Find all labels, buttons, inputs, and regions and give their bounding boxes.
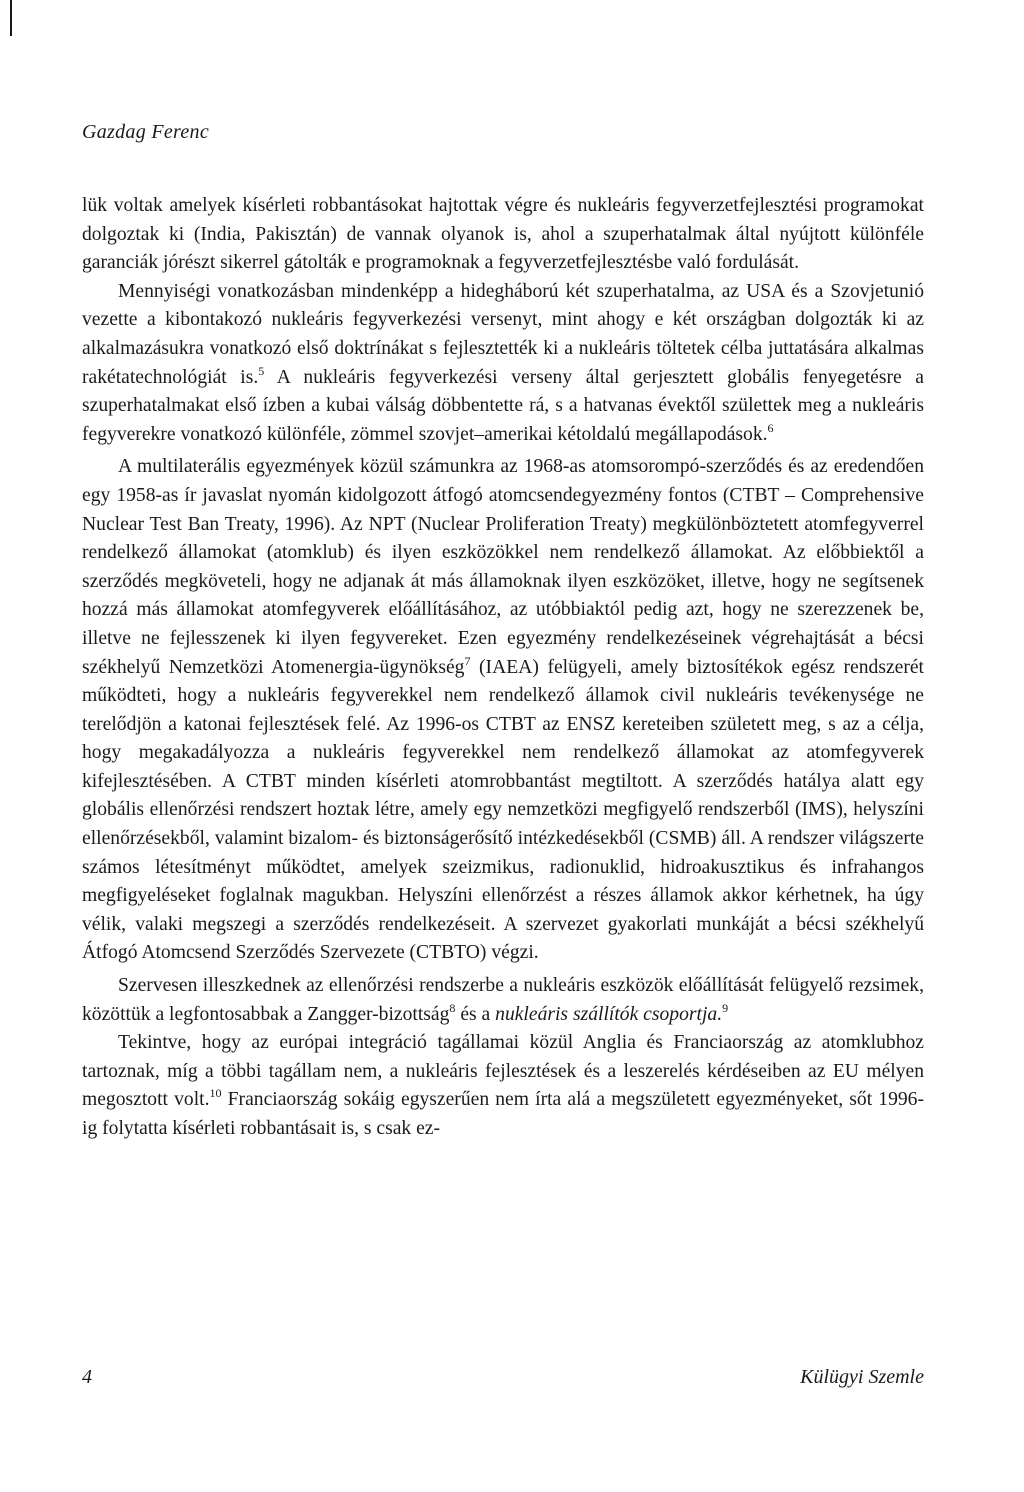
paragraph-4-text-a: Szervesen illeszkednek az ellenőrzési rendszerbe a nukleáris eszközök előállítását felügyelő rezsimek, közöttük a legfontosabbak a Zangger-bizottság <box>82 975 924 1025</box>
footnote-ref-10[interactable]: 10 <box>209 1086 222 1101</box>
footnote-ref-7[interactable]: 7 <box>464 653 471 668</box>
footnote-ref-6[interactable]: 6 <box>767 420 774 435</box>
paragraph-3-text-b: (IAEA) felügyeli, amely biztosítékok egész rendszerét működteti, hogy a nukleáris fegyverekkel nem rendelkező államok civil nukleáris tevékenysége ne terelődjön a katonai fejlesztések felé. Az 1996-os CTBT az ENSZ kereteiben született meg, s az a célja, hogy megakadályozza a nukleáris fegyverekkel nem rendelkező államokat az atomfegyverek kifejlesztésében. A CTBT minden kísérleti atomrobbantást megtiltott. A szerződés hatálya alatt egy globális ellenőrzési rendszert hoztak létre, amely egy nemzetközi megfigyelő rendszerből (IMS), helyszíni ellenőrzésekből, valamint bizalom- és biztonságerősítő intézkedésekből (CSMB) áll. A rendszer világszerte számos létesítményt működtet, amelyek szeizmikus, radionuklid, hidroakusztikus és infrahangos megfigyeléseket foglalnak magukban. Helyszíni ellenőrzést a részes államok akkor kérhetnek, ha úgy vélik, valaki megszegi a szerződés rendelkezéseit. A szervezet gyakorlati munkáját a bécsi székhelyű Átfogó Atomcsend Szerződés Szervezete (CTBTO) végzi. <box>82 656 925 964</box>
paragraph-5-text-a: Tekintve, hogy az európai integráció tagállamai közül Anglia és Franciaország az atomklubhoz tartoznak, míg a többi tagállam nem, a nukleáris fejlesztések és a leszerelés kérdéseiben az EU mélyen megosztott volt. <box>82 1032 924 1111</box>
paragraph-1 <box>82 192 924 278</box>
paragraph-4-text-b: és a <box>455 1003 496 1025</box>
running-footer-journal: Külügyi Szemle <box>800 1366 924 1388</box>
paragraph-1-text: lük voltak amelyek kísérleti robbantásokat hajtottak végre és nukleáris fegyverzetfejlesztési programokat dolgoztak ki (India, Pakisztán) de vannak olyanok is, ahol a szuperhatalmak által nyújtott különféle garanciák jórészt sikerrel gátolták e programoknak a fegyverzetfejlesztésbe való fordulását. <box>82 195 924 274</box>
paragraph-4 <box>82 972 924 1029</box>
footnote-ref-9[interactable]: 9 <box>722 1000 729 1015</box>
running-header-author: Gazdag Ferenc <box>82 121 210 143</box>
paragraph-4-italic-term: nukleáris szállítók csoportja. <box>495 1003 723 1025</box>
scan-edge-mark <box>10 0 12 36</box>
body-text <box>82 192 924 1144</box>
footnote-ref-8[interactable]: 8 <box>449 1000 456 1015</box>
page-number: 4 <box>82 1366 92 1388</box>
paragraph-2 <box>82 278 924 450</box>
paragraph-5 <box>82 1029 924 1143</box>
paragraph-2-text-a: Mennyiségi vonatkozásban mindenképp a hidegháború két szuperhatalma, az USA és a Szovjetunió vezette a kibontakozó nukleáris fegyverkezési versenyt, mint ahogy e két országban dolgozták ki az alkalmazásukra vonatkozó első doktrínákat s fejlesztették ki a nukleáris töltetek célba juttatására alkalmas rakétatechnológiát is. <box>82 280 924 388</box>
paragraph-2-text-b: A nukleáris fegyverkezési verseny által gerjesztett globális fenyegetésre a szuperhatalmakat első ízben a kubai válság döbbentette rá, s a hatvanas évektől születtek meg a nukleáris fegyverekre vonatkozó különféle, zömmel szovjet–amerikai kétoldalú megállapodások. <box>82 366 924 445</box>
footnote-ref-5[interactable]: 5 <box>258 363 265 378</box>
paragraph-5-text-b: Franciaország sokáig egyszerűen nem írta alá a megszületett egyezményeket, sőt 1996-ig folytatta kísérleti robbantásait is, s csak ez- <box>82 1089 924 1139</box>
paragraph-3 <box>82 453 924 968</box>
paragraph-3-text-a: A multilaterális egyezmények közül számunkra az 1968-as atomsorompó-szerződés és az eredendően egy 1958-as ír javaslat nyomán kidolgozott átfogó atomcsendegyezmény fontos (CTBT – Comprehensive Nuclear Test Ban Treaty, 1996). Az NPT (Nuclear Proliferation Treaty) megkülönböztetett atomfegyverrel rendelkező államokat (atomklub) és ilyen eszközökkel nem rendelkező államokat. Az előbbiektől a szerződés megköveteli, hogy ne adjanak át más államoknak ilyen eszközöket, illetve, hogy ne segítsenek hozzá más államokat atomfegyverek előállításához, az utóbbiaktól pedig azt, hogy ne szerezzenek be, illetve ne fejlesszenek ki ilyen fegyvereket. Ezen egyezmény rendelkezéseinek végrehajtását a bécsi székhelyű Nemzetközi Atomenergia-ügynökség <box>82 456 924 678</box>
